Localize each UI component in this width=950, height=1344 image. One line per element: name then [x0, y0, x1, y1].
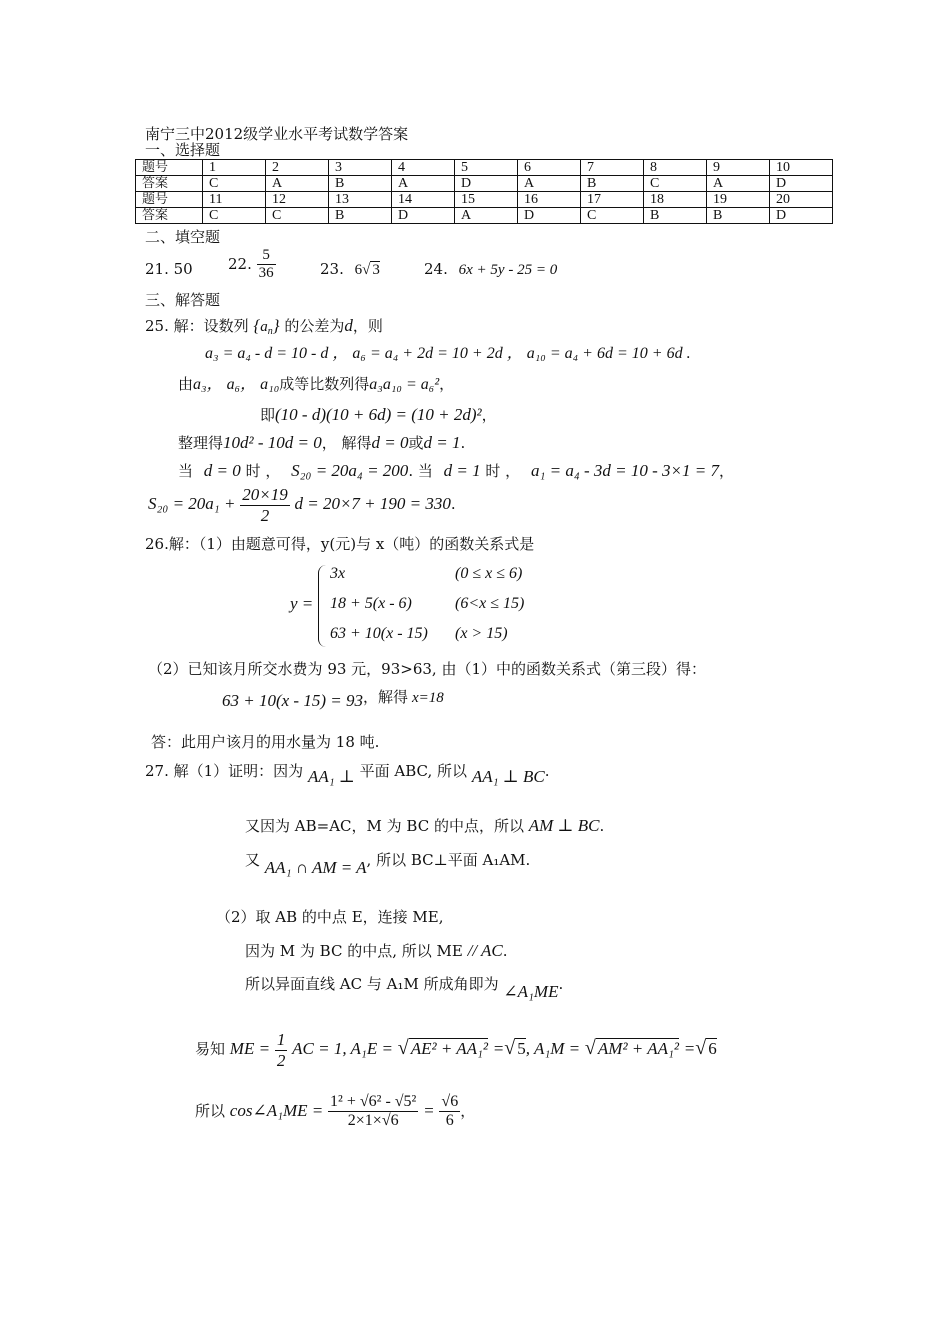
q27-line5: [195, 1093, 475, 1131]
fraction-denominator: 2×1×√6: [347, 1112, 399, 1130]
sqrt-radicand: AE² + AA₁²: [410, 1039, 489, 1059]
table-cell: 答案: [136, 208, 203, 224]
table-cell: D: [518, 208, 581, 224]
table-cell: 1: [203, 160, 266, 176]
q27-line4-b: =: [492, 1039, 505, 1059]
table-cell: 14: [392, 192, 455, 208]
q27-part2-line3-eq: ∠A₁ME: [503, 982, 559, 1001]
q26-case-cond: (x > 15): [455, 625, 508, 642]
q27-part2-line2: [245, 941, 508, 961]
table-cell: C: [203, 176, 266, 192]
q25-line5-mid: ， 解得: [321, 434, 372, 452]
table-cell: 18: [644, 192, 707, 208]
fraction: [275, 1030, 288, 1070]
q25-line5-sol1: d = 0: [371, 433, 409, 452]
q25-line7-lhs: S₂₀ = 20a₁ +: [148, 494, 236, 514]
table-cell: 15: [455, 192, 518, 208]
q25-line6: [178, 461, 734, 481]
fill-q21: 21. 50: [145, 260, 193, 278]
table-cell: A: [266, 176, 329, 192]
q27-line5-eq: =: [423, 1100, 435, 1120]
q25-line5: [178, 433, 465, 453]
q25-line6-f: d = 1: [443, 461, 481, 480]
table-cell: C: [266, 208, 329, 224]
table-cell: C: [644, 176, 707, 192]
q25-line3-terms: a₃， a₆， a₁₀: [193, 376, 280, 393]
table-cell: B: [329, 176, 392, 192]
table-cell: C: [581, 208, 644, 224]
q27-line4-c: , A₁M =: [525, 1039, 581, 1059]
q26-case-cond: (0 ≤ x ≤ 6): [455, 565, 523, 582]
q27-line2: [245, 816, 604, 836]
section-solve: 三、解答题: [145, 291, 221, 309]
fill-q22: [228, 247, 276, 283]
q27-line3-eq: AA₁ ∩ AM = A: [264, 858, 367, 877]
q25-intro: [145, 316, 383, 338]
fraction-numerator: √6: [439, 1093, 460, 1112]
fill-q24-value: 6x + 5y - 25 = 0: [458, 262, 558, 278]
fill-q22-label: 22.: [228, 254, 252, 273]
fraction: [328, 1093, 418, 1131]
fill-q23: [320, 261, 380, 279]
table-cell: 9: [707, 160, 770, 176]
q26-eq2-sol: x=18: [412, 690, 444, 706]
q25-line4-end: ，: [481, 406, 497, 424]
sqrt-sign: √: [397, 1037, 409, 1060]
q25-line3-prefix: 由: [178, 375, 194, 393]
seq-term: a: [260, 319, 268, 335]
table-cell: 11: [203, 192, 266, 208]
table-cell: 10: [770, 160, 833, 176]
table-cell: 5: [455, 160, 518, 176]
q27-intro-text: 27. 解（1）证明：因为: [145, 762, 304, 780]
table-cell: 16: [518, 192, 581, 208]
q25-line6-i: ，: [719, 462, 735, 480]
table-cell: 8: [644, 160, 707, 176]
sqrt-sign: √: [695, 1037, 707, 1060]
q26-intro: 26.解：（1）由题意可得，y(元)与 x（吨）的函数关系式是: [145, 535, 535, 553]
fill-q23-value: 6: [354, 262, 363, 278]
q27-line4-prefix: 易知: [195, 1040, 226, 1059]
sqrt-sign: √: [504, 1037, 516, 1060]
q25-line4: [260, 405, 497, 425]
q27-part2-line2-text: 因为 M 为 BC 的中点, 所以 ME: [245, 942, 463, 960]
q27-line2-text: 又因为 AB=AC，M 为 BC 的中点，所以: [245, 817, 524, 835]
seq-brace-right: }: [272, 316, 280, 335]
fraction: [257, 247, 276, 283]
q25-line5-end: .: [460, 434, 466, 452]
q27-line5-prefix: 所以: [195, 1101, 226, 1120]
sqrt-sign: √: [362, 262, 371, 278]
q25-intro-rest: 的公差为: [284, 317, 345, 335]
q25-line5-sol2: d = 1: [423, 433, 461, 452]
fraction-numerator: 1² + √6² - √5²: [328, 1093, 418, 1112]
table-cell: 题号: [136, 160, 203, 176]
q26-case-expr: 18 + 5(x - 6): [330, 595, 412, 612]
q27-part2-line3-end: .: [558, 975, 564, 993]
table-cell: 19: [707, 192, 770, 208]
fraction-denominator: 6: [445, 1112, 454, 1130]
table-cell: 题号: [136, 192, 203, 208]
table-row: [136, 208, 833, 224]
q25-line6-c: 时 ，: [245, 462, 281, 480]
sqrt-radicand: 6: [708, 1039, 717, 1059]
table-cell: D: [455, 176, 518, 192]
q25-line7-rhs: d = 20×7 + 190 = 330: [294, 494, 451, 514]
fraction-numerator: 5: [257, 247, 276, 265]
q27-line4: [195, 1030, 717, 1070]
fraction-denominator: 2: [276, 1050, 286, 1070]
q26-answer: 答：此用户该月的用水量为 18 吨.: [151, 733, 380, 751]
q27-line3-prefix: 又: [245, 851, 261, 869]
sqrt-radicand: 3: [372, 262, 380, 278]
page-title: 南宁三中2012级学业水平考试数学答案: [145, 125, 409, 143]
fraction-denominator: 36: [258, 265, 274, 282]
q26-part2: （2）已知该月所交水费为 93 元，93>63, 由（1）中的函数关系式（第三段）得：: [148, 660, 706, 678]
q25-line3-eq: a₃a₁₀ = a₆²: [369, 376, 440, 393]
q25-line4-prefix: 即: [260, 406, 276, 424]
q25-line6-b: d = 0: [203, 461, 241, 480]
table-cell: B: [329, 208, 392, 224]
q27-line4-a: AC = 1, A₁E =: [292, 1039, 393, 1059]
fraction-denominator: 2: [260, 505, 270, 525]
table-row: [136, 176, 833, 192]
table-cell: 2: [266, 160, 329, 176]
fraction-numerator: 20×19: [242, 485, 288, 504]
q25-line3: [178, 376, 454, 394]
section-choice: 一、选择题: [145, 141, 221, 159]
seq-sub: n: [267, 326, 273, 337]
q27-part2-line2-end: .: [502, 942, 508, 960]
table-cell: 20: [770, 192, 833, 208]
sqrt-radicand: AM² + AA₁²: [597, 1039, 679, 1059]
q25-line6-g: 时 ，: [485, 462, 521, 480]
q27-aa1bc: AA₁ ⊥ BC: [471, 767, 545, 786]
answer-table: [135, 159, 833, 224]
fraction: [240, 485, 289, 525]
q26-case-cond: (6<x ≤ 15): [455, 595, 525, 612]
sqrt-radicand: 5: [517, 1039, 526, 1059]
q25-intro-d: d: [344, 316, 353, 335]
q26-y-eq: y =: [290, 594, 314, 613]
q27-line4-me: ME =: [229, 1039, 271, 1059]
piecewise-brace: [318, 565, 329, 647]
q27-part2-line2-eq: // AC: [467, 941, 503, 960]
fill-q24-label: 24.: [424, 260, 448, 278]
q27-part2-line1: （2）取 AB 的中点 E，连接 ME,: [216, 908, 444, 926]
q27-line5-lhs: cos∠A₁ME =: [229, 1100, 324, 1120]
q26-eq2-end: ，解得: [362, 688, 408, 706]
q27-intro-mid: 平面 ABC, 所以: [359, 762, 468, 780]
q27-intro-end: .: [544, 762, 550, 780]
fraction: [439, 1093, 460, 1131]
q27-line3: [245, 852, 530, 878]
table-cell: B: [707, 208, 770, 224]
q27-intro: [145, 763, 550, 787]
q27-line2-end: .: [599, 817, 605, 835]
q25-intro-text: 25. 解：设数列: [145, 317, 249, 335]
q27-line4-d: =: [683, 1039, 696, 1059]
q25-line6-e: . 当: [408, 462, 433, 480]
q26-case-expr: 3x: [330, 565, 346, 582]
table-cell: C: [203, 208, 266, 224]
table-cell: D: [770, 208, 833, 224]
table-cell: A: [518, 176, 581, 192]
q25-line2: a₃ = a₄ - d = 10 - d ， a₆ = a₄ + 2d = 10 + 2d ， a₁₀ = a₄ + 6d = 10 + 6d .: [205, 345, 691, 362]
table-cell: 13: [329, 192, 392, 208]
q26-eq2-line: [222, 689, 444, 711]
q25-line5-or: 或: [408, 434, 424, 452]
section-fill: 二、填空题: [145, 228, 221, 246]
q27-aa1: AA₁ ⊥: [307, 767, 355, 786]
q27-line5-end: ，: [460, 1101, 476, 1120]
fill-q23-label: 23.: [320, 260, 344, 278]
q25-line6-d: S₂₀ = 20a₄ = 200: [291, 461, 409, 480]
table-row: [136, 160, 833, 176]
table-cell: 12: [266, 192, 329, 208]
q25-line3-end: ，: [439, 375, 455, 393]
table-cell: D: [392, 208, 455, 224]
table-cell: 17: [581, 192, 644, 208]
table-cell: A: [392, 176, 455, 192]
table-cell: 3: [329, 160, 392, 176]
table-cell: B: [644, 208, 707, 224]
q25-line3-mid: 成等比数列得: [279, 375, 370, 393]
table-cell: A: [707, 176, 770, 192]
q25-line7: [148, 485, 456, 525]
table-cell: A: [455, 208, 518, 224]
table-cell: D: [770, 176, 833, 192]
q27-line2-eq: AM ⊥ BC: [528, 816, 600, 835]
q27-part2-line3-text: 所以异面直线 AC 与 A₁M 所成角即为: [245, 975, 499, 993]
fill-q24: [424, 261, 557, 279]
q26-case-expr: 63 + 10(x - 15): [330, 625, 428, 642]
q25-line6-h: a₁ = a₄ - 3d = 10 - 3×1 = 7: [530, 461, 719, 480]
seq-brace-left: {: [253, 316, 261, 335]
table-cell: 4: [392, 160, 455, 176]
table-cell: 答案: [136, 176, 203, 192]
q26-eq2: 63 + 10(x - 15) = 93: [222, 691, 363, 710]
table-cell: B: [581, 176, 644, 192]
table-cell: 6: [518, 160, 581, 176]
table-row: [136, 192, 833, 208]
fraction-numerator: 1: [276, 1030, 286, 1049]
q25-intro-end: ，则: [352, 317, 383, 335]
q25-line5-prefix: 整理得: [178, 434, 224, 452]
q25-line6-a: 当: [178, 462, 194, 480]
q25-line5-eq: 10d² - 10d = 0: [223, 433, 322, 452]
q27-line3-end: , 所以 BC⊥平面 A₁AM.: [366, 851, 531, 869]
q25-line7-end: .: [450, 495, 456, 514]
sqrt-sign: √: [584, 1037, 596, 1060]
table-cell: 7: [581, 160, 644, 176]
q25-line4-eq: (10 - d)(10 + 6d) = (10 + 2d)²: [275, 405, 482, 424]
q27-part2-line3: [245, 976, 563, 1002]
